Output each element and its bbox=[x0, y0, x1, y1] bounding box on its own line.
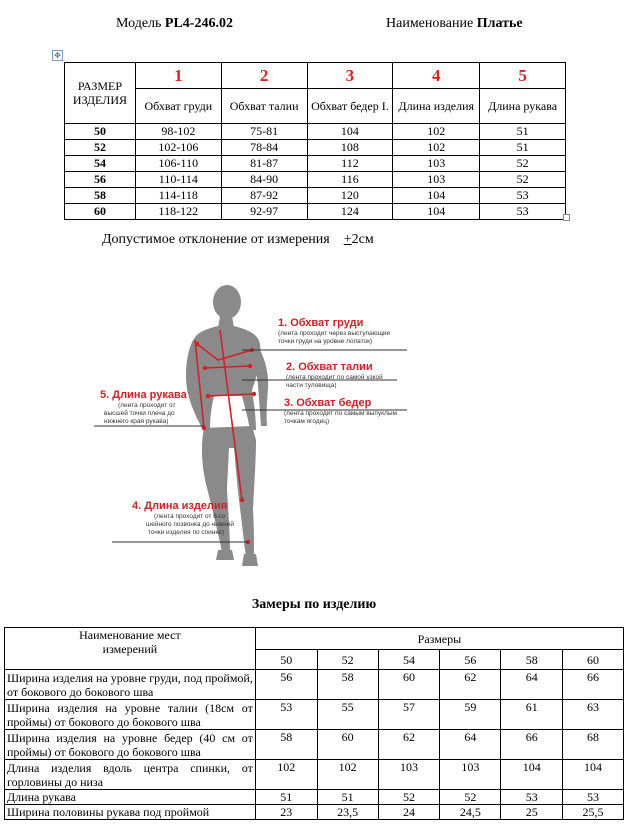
size-header-cell: 50 bbox=[255, 650, 317, 670]
measurement-value: 52 bbox=[440, 790, 501, 805]
measurement-value: 23 bbox=[255, 805, 317, 820]
value-cell: 75-81 bbox=[221, 124, 307, 140]
value-cell: 52 bbox=[480, 172, 566, 188]
value-cell: 87-92 bbox=[221, 188, 307, 204]
size-header-cell: 58 bbox=[501, 650, 563, 670]
size-chart-table bbox=[64, 62, 566, 220]
value-cell: 103 bbox=[393, 156, 480, 172]
label-note: точки изделия по спинке) bbox=[148, 529, 225, 536]
measurement-value: 56 bbox=[255, 670, 317, 700]
measurement-row bbox=[5, 790, 624, 805]
measurement-name: Ширина изделия на уровне груди, под проймой, от бокового до бокового шва bbox=[5, 670, 256, 700]
measurement-value: 104 bbox=[563, 760, 624, 790]
size-header-cell: 54 bbox=[378, 650, 440, 670]
label-note: (лента проходит по самым выпуклым bbox=[284, 410, 397, 417]
value-cell: 110-114 bbox=[135, 172, 221, 188]
plus-minus-symbol: + bbox=[343, 232, 352, 247]
value-cell: 84-90 bbox=[221, 172, 307, 188]
size-table-number-row bbox=[65, 63, 566, 89]
size-cell: 58 bbox=[65, 188, 136, 204]
measurement-value: 60 bbox=[378, 670, 440, 700]
measurement-value: 104 bbox=[501, 760, 563, 790]
value-cell: 124 bbox=[307, 204, 393, 220]
measurement-value: 66 bbox=[501, 730, 563, 760]
size-column-header: РАЗМЕР ИЗДЕЛИЯ bbox=[65, 63, 136, 124]
model-line bbox=[116, 16, 233, 32]
measurement-value: 58 bbox=[317, 670, 378, 700]
value-cell: 104 bbox=[393, 204, 480, 220]
table-move-handle-icon[interactable]: ✥ bbox=[52, 50, 63, 61]
value-cell: 104 bbox=[307, 124, 393, 140]
size-header-cell: 52 bbox=[317, 650, 378, 670]
measurement-name: Ширина изделия на уровне талии (18см от проймы) от бокового до бокового шва bbox=[5, 700, 256, 730]
table-resize-handle[interactable] bbox=[563, 214, 570, 221]
label-title: 4. Длина изделия bbox=[132, 500, 228, 512]
measurement-row bbox=[5, 760, 624, 790]
measurement-value: 23,5 bbox=[317, 805, 378, 820]
value-cell: 103 bbox=[393, 172, 480, 188]
measurement-value: 68 bbox=[563, 730, 624, 760]
value-cell: 53 bbox=[480, 188, 566, 204]
measurement-value: 61 bbox=[501, 700, 563, 730]
value-cell: 108 bbox=[307, 140, 393, 156]
measurement-value: 66 bbox=[563, 670, 624, 700]
measurement-value: 53 bbox=[563, 790, 624, 805]
measurement-value: 60 bbox=[317, 730, 378, 760]
label-note: нижнего края рукава) bbox=[104, 418, 169, 425]
size-cell: 60 bbox=[65, 204, 136, 220]
measurement-value: 103 bbox=[378, 760, 440, 790]
tolerance-note bbox=[102, 232, 374, 248]
label-title: 1. Обхват груди bbox=[278, 317, 364, 329]
value-cell: 104 bbox=[393, 188, 480, 204]
figure-label-hips bbox=[284, 397, 398, 425]
measurement-value: 64 bbox=[440, 730, 501, 760]
column-number: 3 bbox=[307, 63, 393, 89]
size-cell: 52 bbox=[65, 140, 136, 156]
value-cell: 78-84 bbox=[221, 140, 307, 156]
size-table-row bbox=[65, 204, 566, 220]
value-cell: 102-106 bbox=[135, 140, 221, 156]
value-cell: 120 bbox=[307, 188, 393, 204]
column-number: 2 bbox=[221, 63, 307, 89]
label-note: точки груди на уровне лопаток) bbox=[278, 338, 373, 345]
label-note: шейного позвонка до нижней bbox=[146, 521, 234, 528]
column-label: Обхват бедер I. bbox=[307, 89, 393, 124]
value-cell: 102 bbox=[393, 124, 480, 140]
column-label: Обхват груди bbox=[135, 89, 221, 124]
size-table-row bbox=[65, 124, 566, 140]
measurement-value: 58 bbox=[255, 730, 317, 760]
measurement-value: 24 bbox=[378, 805, 440, 820]
column-label: Обхват талии bbox=[221, 89, 307, 124]
product-name: Платье bbox=[476, 16, 523, 31]
measurements-title: Замеры по изделию bbox=[251, 597, 377, 612]
label-note: (лента проходит по самой узкой bbox=[286, 374, 383, 381]
value-cell: 118-122 bbox=[135, 204, 221, 220]
size-table-row bbox=[65, 172, 566, 188]
measurement-value: 53 bbox=[501, 790, 563, 805]
measurement-row bbox=[5, 700, 624, 730]
measurements-header-row bbox=[5, 628, 624, 650]
label-note: (лента проходит от bbox=[118, 402, 176, 409]
tolerance-value: 2см bbox=[351, 232, 374, 247]
size-table-row bbox=[65, 188, 566, 204]
measurement-value: 55 bbox=[317, 700, 378, 730]
measurement-name: Длина рукава bbox=[5, 790, 256, 805]
size-table-row bbox=[65, 140, 566, 156]
size-header-cell: 60 bbox=[563, 650, 624, 670]
size-table-label-row bbox=[65, 89, 566, 124]
measurement-figure bbox=[92, 280, 422, 580]
measurement-value: 25 bbox=[501, 805, 563, 820]
measurement-value: 24,5 bbox=[440, 805, 501, 820]
size-cell: 54 bbox=[65, 156, 136, 172]
name-label: Наименование bbox=[386, 16, 474, 31]
measurement-value: 52 bbox=[378, 790, 440, 805]
value-cell: 81-87 bbox=[221, 156, 307, 172]
measurements-table bbox=[4, 627, 624, 820]
sizes-header: Размеры bbox=[255, 628, 623, 650]
measurement-value: 53 bbox=[255, 700, 317, 730]
measurement-row bbox=[5, 730, 624, 760]
label-note: (лента проходит от 6-го bbox=[154, 513, 225, 520]
value-cell: 51 bbox=[480, 140, 566, 156]
column-label: Длина изделия bbox=[393, 89, 480, 124]
size-table-row bbox=[65, 156, 566, 172]
column-number: 1 bbox=[135, 63, 221, 89]
figure-label-sleeve bbox=[100, 389, 188, 425]
label-note: точкам ягодиц) bbox=[284, 418, 330, 425]
measurement-value: 59 bbox=[440, 700, 501, 730]
size-cell: 50 bbox=[65, 124, 136, 140]
measurement-value: 62 bbox=[440, 670, 501, 700]
measurement-value: 57 bbox=[378, 700, 440, 730]
measurement-name: Длина изделия вдоль центра спинки, от горловины до низа bbox=[5, 760, 256, 790]
figure-label-waist bbox=[286, 361, 383, 389]
measurement-name-header: Наименование мест измерений bbox=[5, 628, 256, 670]
column-number: 4 bbox=[393, 63, 480, 89]
value-cell: 106-110 bbox=[135, 156, 221, 172]
measurement-value: 102 bbox=[255, 760, 317, 790]
measurement-value: 63 bbox=[563, 700, 624, 730]
measurement-value: 51 bbox=[317, 790, 378, 805]
measurement-value: 62 bbox=[378, 730, 440, 760]
label-title: 5. Длина рукава bbox=[100, 389, 187, 401]
value-cell: 52 bbox=[480, 156, 566, 172]
model-code: PL4-246.02 bbox=[164, 16, 233, 31]
model-label: Модель bbox=[116, 16, 162, 31]
measurement-name: Ширина половины рукава под проймой bbox=[5, 805, 256, 820]
measurement-value: 102 bbox=[317, 760, 378, 790]
measurement-value: 103 bbox=[440, 760, 501, 790]
size-cell: 56 bbox=[65, 172, 136, 188]
measurement-value: 51 bbox=[255, 790, 317, 805]
value-cell: 116 bbox=[307, 172, 393, 188]
product-name-line bbox=[386, 16, 523, 32]
label-title: 2. Обхват талии bbox=[286, 361, 373, 373]
measurement-row bbox=[5, 670, 624, 700]
label-title: 3. Обхват бедер bbox=[284, 397, 372, 409]
value-cell: 102 bbox=[393, 140, 480, 156]
label-note: высшей точки плеча до bbox=[104, 410, 175, 417]
value-cell: 98-102 bbox=[135, 124, 221, 140]
tolerance-text: Допустимое отклонение от измерения bbox=[102, 232, 330, 247]
figure-label-chest bbox=[278, 317, 391, 345]
value-cell: 92-97 bbox=[221, 204, 307, 220]
measurement-value: 64 bbox=[501, 670, 563, 700]
measurement-row bbox=[5, 805, 624, 820]
value-cell: 114-118 bbox=[135, 188, 221, 204]
size-header-cell: 56 bbox=[440, 650, 501, 670]
figure-label-length bbox=[132, 500, 234, 536]
value-cell: 51 bbox=[480, 124, 566, 140]
label-note: (лента проходит через выступающие bbox=[278, 330, 391, 337]
value-cell: 112 bbox=[307, 156, 393, 172]
measurement-value: 25,5 bbox=[563, 805, 624, 820]
label-note: части туловища) bbox=[286, 382, 337, 389]
column-label: Длина рукава bbox=[480, 89, 566, 124]
column-number: 5 bbox=[480, 63, 566, 89]
value-cell: 53 bbox=[480, 204, 566, 220]
measurement-name: Ширина изделия на уровне бедер (40 см от проймы) от бокового до бокового шва bbox=[5, 730, 256, 760]
